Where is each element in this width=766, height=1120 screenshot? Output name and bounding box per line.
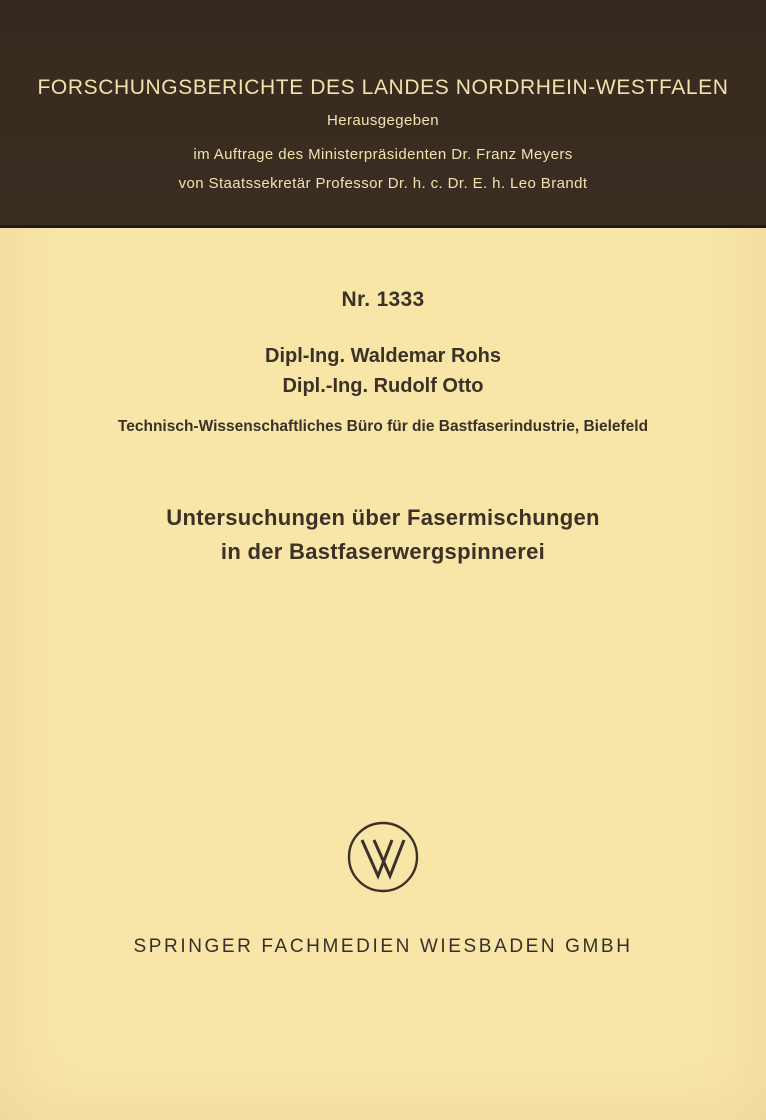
publisher-name: SPRINGER FACHMEDIEN WIESBADEN GMBH <box>133 936 633 957</box>
author-name-2: Dipl.-Ing. Rudolf Otto <box>282 375 484 397</box>
edited-by-line-1: im Auftrage des Ministerpräsidenten Dr. Franz Meyers <box>193 146 573 163</box>
book-title-line-2: in der Bastfaserwergspinnerei <box>220 539 546 564</box>
vieweg-w-monogram-icon <box>345 819 421 895</box>
edited-label: Herausgegeben <box>327 112 439 129</box>
book-title-line-1: Untersuchungen über Fasermischungen <box>166 505 600 530</box>
publisher-logo <box>0 819 766 900</box>
author-name-1: Dipl-Ing. Waldemar Rohs <box>265 345 501 367</box>
edited-by-line-2: von Staatssekretär Professor Dr. h. c. Dr. E. h. Leo Brandt <box>178 175 588 192</box>
author-affiliation: Technisch-Wissenschaftliches Büro für die Bastfaserindustrie, Bielefeld <box>117 418 649 435</box>
header-band <box>0 0 766 228</box>
report-number: Nr. 1333 <box>341 288 425 311</box>
series-title: FORSCHUNGSBERICHTE DES LANDES NORDRHEIN-WESTFALEN <box>37 76 729 99</box>
